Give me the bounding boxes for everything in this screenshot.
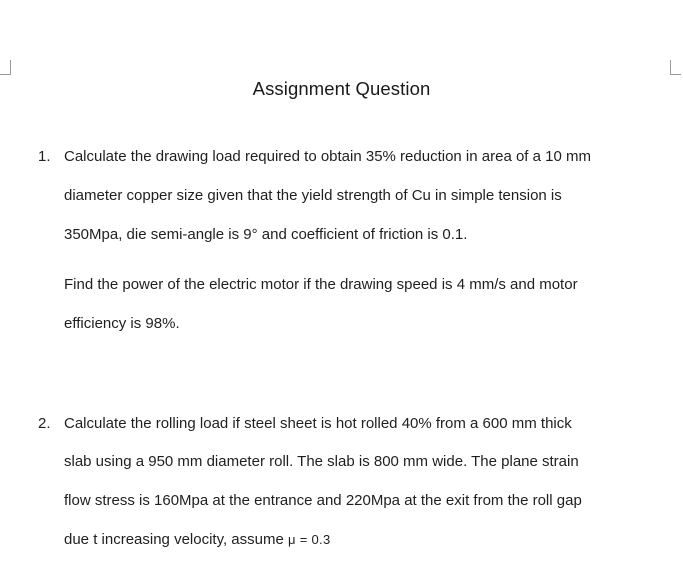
question-line: Calculate the drawing load required to obtain 35% reduction in area of a 10 mm — [64, 148, 591, 165]
question-number: 2. — [38, 415, 51, 432]
question-line: diameter copper size given that the yield strength of Cu in simple tension is — [64, 187, 562, 204]
friction-coefficient-formula: μ = 0.3 — [288, 532, 331, 547]
question-line: 350Mpa, die semi-angle is 9° and coefficient of friction is 0.1. — [64, 226, 468, 243]
page-corner-mark-left — [0, 60, 11, 75]
question-line: Calculate the rolling load if steel sheet is hot rolled 40% from a 600 mm thick — [64, 415, 572, 432]
question-line-text: due t increasing velocity, assume — [64, 531, 288, 548]
question-line-last — [64, 530, 330, 550]
page-corner-mark-right — [670, 60, 681, 75]
question-line: slab using a 950 mm diameter roll. The slab is 800 mm wide. The plane strain — [64, 453, 579, 470]
followup-line: Find the power of the electric motor if the drawing speed is 4 mm/s and motor — [64, 276, 578, 293]
question-number: 1. — [38, 148, 51, 165]
followup-line: efficiency is 98%. — [64, 315, 180, 332]
document-title: Assignment Question — [252, 78, 431, 99]
question-line: flow stress is 160Mpa at the entrance and 220Mpa at the exit from the roll gap — [64, 492, 582, 509]
